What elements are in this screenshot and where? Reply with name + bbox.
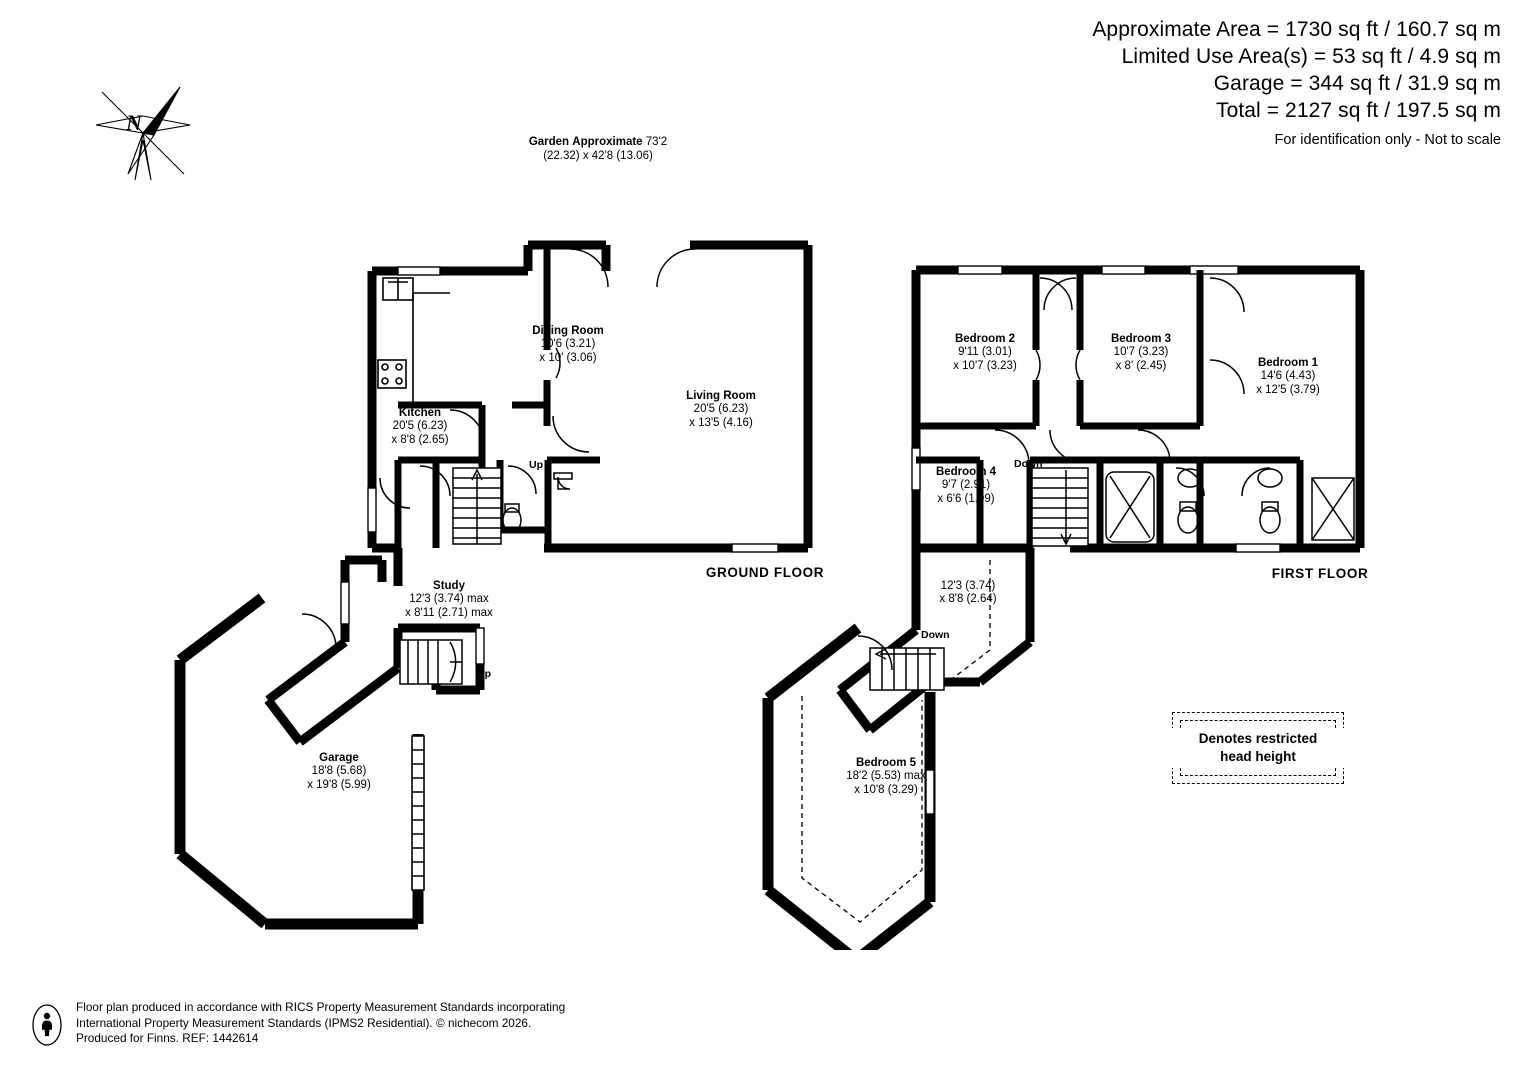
stair-label-down-landing: Down — [1014, 458, 1043, 470]
ground-floor-title: GROUND FLOOR — [705, 565, 825, 580]
room-label-study: Study 12'3 (3.74) max x 8'11 (2.71) max — [405, 580, 493, 619]
footer-line-2: International Property Measurement Standards (IPMS2 Residential). © nichecom 2026. — [76, 1015, 532, 1030]
key-line-1: Denotes restricted — [1198, 731, 1318, 746]
room-label-living-room: Living Room 20'5 (6.23) x 13'5 (4.16) — [686, 390, 756, 429]
area-line-total: Total = 2127 sq ft / 197.5 sq m — [1215, 99, 1501, 122]
person-icon — [32, 1004, 62, 1046]
room-label-garage: Garage 18'8 (5.68) x 19'8 (5.99) — [307, 752, 371, 791]
garden-dim-1: 73'2 (22.32) — [543, 136, 668, 162]
room-label-kitchen: Kitchen 20'5 (6.23) x 8'8 (2.65) — [391, 407, 449, 446]
room-label-bedroom-2: Bedroom 2 9'11 (3.01) x 10'7 (3.23) — [953, 333, 1017, 372]
garden-note — [528, 136, 668, 163]
footer-line-3: Produced for Finns. REF: 1442614 — [76, 1031, 259, 1045]
restricted-head-height-key — [1172, 712, 1344, 784]
area-line-approximate: Approximate Area = 1730 sq ft / 160.7 sq m — [1092, 18, 1501, 41]
room-label-dining-room: Dining Room 10'6 (3.21) x 10' (3.06) — [532, 325, 604, 364]
room-label-landing: 12'3 (3.74) x 8'8 (2.64) — [939, 580, 997, 606]
garden-dim-2: x 42'8 (13.06) — [582, 149, 653, 162]
footer-line-1: Floor plan produced in accordance with RICS Property Measurement Standards incorporating — [76, 1000, 566, 1014]
area-line-garage: Garage = 344 sq ft / 31.9 sq m — [1213, 72, 1501, 95]
room-label-bedroom-3: Bedroom 3 10'7 (3.23) x 8' (2.45) — [1110, 333, 1172, 372]
room-label-bedroom-5: Bedroom 5 18'2 (5.53) max x 10'8 (3.29) — [846, 757, 926, 796]
garden-title: Garden — [528, 136, 570, 148]
area-summary — [1092, 16, 1501, 124]
svg-text:N: N — [126, 110, 142, 135]
key-line-2: head height — [1220, 749, 1296, 764]
room-label-bedroom-1: Bedroom 1 14'6 (4.43) x 12'5 (3.79) — [1256, 357, 1320, 396]
compass-rose — [88, 78, 198, 188]
first-floor-plan — [740, 230, 1400, 950]
first-floor-title: FIRST FLOOR — [1271, 566, 1369, 581]
identification-note: For identification only - Not to scale — [1274, 132, 1501, 148]
stair-label-up-study: Up — [477, 668, 491, 680]
room-label-bedroom-4: Bedroom 4 9'7 (2.91) x 6'6 (1.99) — [935, 466, 997, 505]
area-line-limited-use: Limited Use Area(s) = 53 sq ft / 4.9 sq m — [1121, 45, 1501, 68]
footer-credits — [76, 1000, 565, 1047]
key-label — [1172, 728, 1344, 768]
stair-label-up-hall: Up — [529, 459, 543, 471]
stair-label-down-bedroom5: Down — [921, 629, 950, 641]
garden-subtitle: Approximate — [572, 136, 643, 148]
